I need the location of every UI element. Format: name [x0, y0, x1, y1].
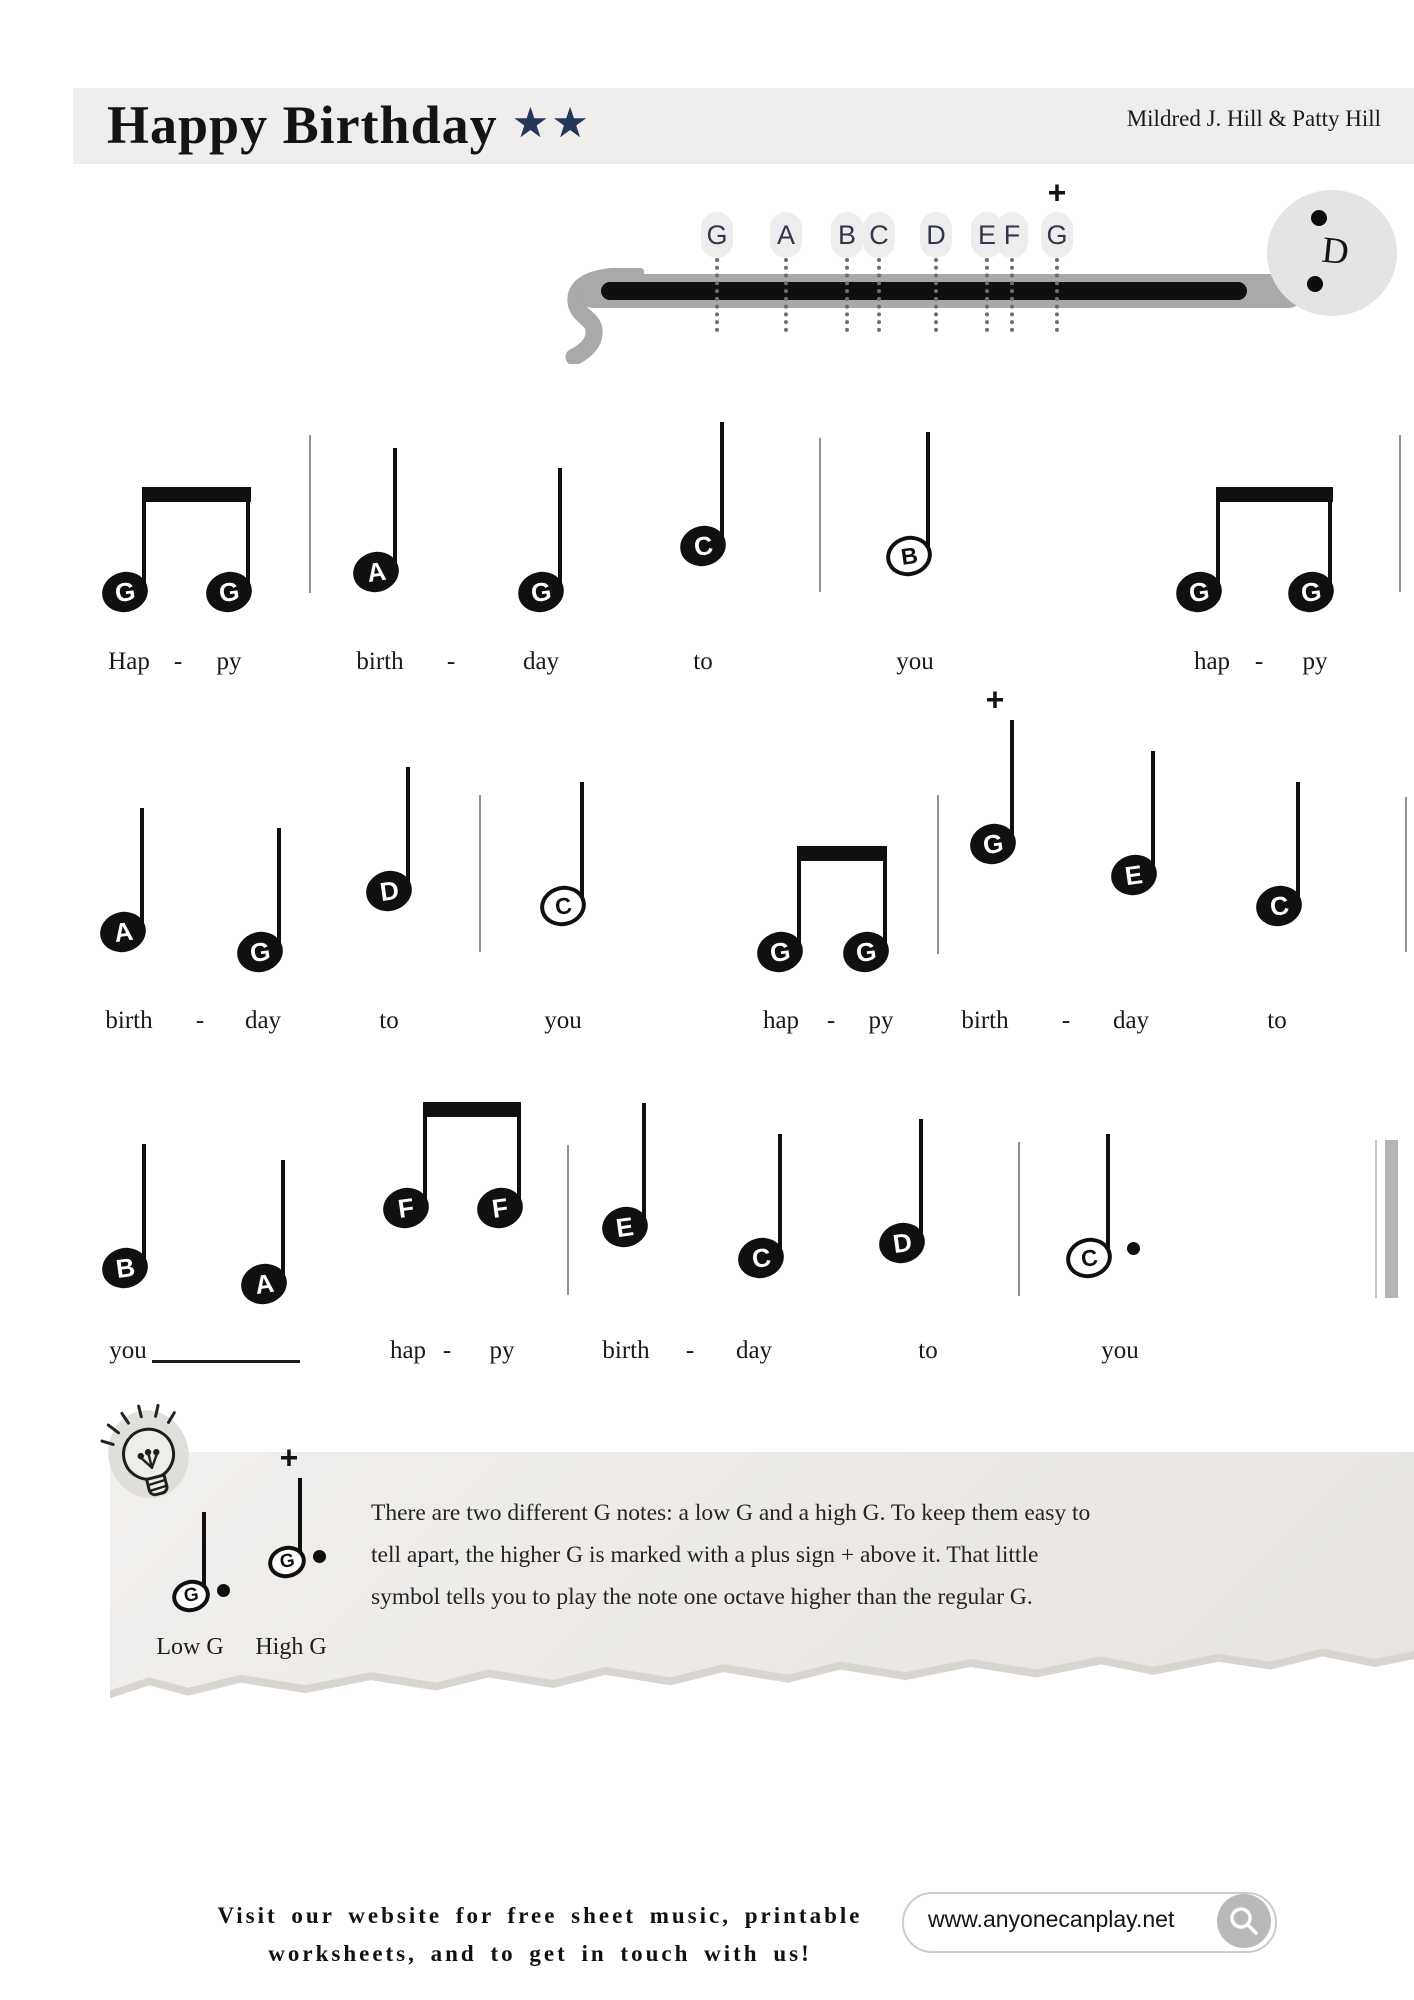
note-letter: G: [182, 1584, 200, 1607]
note-stem: [406, 767, 410, 887]
barline: [567, 1145, 569, 1295]
lyric-syllable: -: [826, 1007, 836, 1034]
note-label-pill: G: [701, 212, 733, 258]
barline: [479, 795, 481, 952]
note-beam: [423, 1102, 521, 1117]
lyric-syllable: -: [173, 648, 183, 675]
note-letter: E: [1123, 858, 1145, 891]
footer-line-2: worksheets, and to get in touch with us!: [268, 1941, 812, 1966]
tip-text-line: symbol tells you to play the note one octave higher than the regular G.: [371, 1584, 1033, 1610]
note-stem: [926, 432, 930, 552]
note-beam: [142, 487, 251, 502]
whistle-bore: [601, 282, 1247, 300]
lyric-syllable: day: [522, 648, 560, 675]
note-stem: [580, 782, 584, 902]
lyric-syllable: day: [244, 1007, 282, 1034]
barline: [1405, 797, 1407, 952]
note-label-pill: G: [1041, 212, 1073, 258]
note-letter: G: [767, 935, 793, 968]
lyric-syllable: hap: [389, 1337, 427, 1364]
note-letter: B: [898, 541, 919, 570]
website-url[interactable]: www.anyonecanplay.net: [928, 1906, 1175, 1932]
note-stem: [1106, 1134, 1110, 1254]
lyric-syllable: py: [1302, 648, 1328, 675]
lyric-syllable: py: [216, 648, 242, 675]
note-label-pill: F: [996, 212, 1028, 258]
note-stem: [1010, 720, 1014, 840]
note-letter: D: [377, 874, 401, 907]
lyric-syllable: you: [109, 1337, 147, 1364]
note-stem: [298, 1478, 302, 1558]
note-stem: [277, 828, 281, 948]
note-stem: [919, 1119, 923, 1239]
lyric-syllable: day: [735, 1337, 773, 1364]
page-title: [107, 94, 591, 156]
lyric-syllable: you: [896, 648, 934, 675]
note-label-pill: B: [831, 212, 863, 258]
final-barline-thick: [1385, 1140, 1398, 1298]
song-title: Happy Birthday: [107, 95, 498, 155]
lyric-syllable: birth: [356, 648, 404, 675]
note-letter: G: [1186, 575, 1212, 608]
note-label-guide-line: [1010, 258, 1014, 332]
augmentation-dot: [313, 1550, 326, 1563]
note-letter: G: [1298, 575, 1324, 608]
note-label-pill: A: [770, 212, 802, 258]
note-letter: G: [247, 935, 273, 968]
lyric-syllable: you: [1101, 1337, 1139, 1364]
star-rating: ★★: [511, 98, 591, 147]
note-letter: C: [552, 891, 573, 920]
lyric-syllable: to: [1267, 1007, 1287, 1034]
note-label-guide-line: [715, 258, 719, 332]
barline: [937, 795, 939, 954]
note-letter: G: [112, 575, 138, 608]
lyric-syllable: -: [1061, 1007, 1071, 1034]
lightbulb-icon: [98, 1402, 202, 1518]
note-letter: B: [113, 1251, 137, 1284]
note-letter: A: [364, 555, 388, 588]
barline: [1018, 1142, 1020, 1296]
note-stem: [720, 422, 724, 542]
note-beam: [797, 846, 887, 861]
note-stem: [246, 500, 250, 588]
note-stem: [202, 1512, 206, 1592]
note-beam: [1216, 487, 1333, 502]
note-letter: E: [614, 1210, 636, 1243]
note-letter: F: [489, 1191, 510, 1224]
note-label-guide-line: [1055, 258, 1059, 332]
note-letter: G: [278, 1550, 296, 1573]
note-stem: [517, 1115, 521, 1204]
lyric-extender-line: [152, 1360, 300, 1363]
note-letter: C: [749, 1241, 773, 1274]
note-letter: C: [1267, 889, 1291, 922]
note-stem: [142, 1144, 146, 1264]
note-stem: [140, 808, 144, 928]
lyric-syllable: Hap: [108, 648, 150, 675]
lyric-syllable: day: [1112, 1007, 1150, 1034]
note-label-guide-line: [877, 258, 881, 332]
augmentation-dot: [217, 1584, 230, 1597]
note-letter: C: [1078, 1243, 1099, 1272]
note-stem: [1151, 751, 1155, 871]
note-label-pill: D: [920, 212, 952, 258]
lyric-syllable: hap: [1193, 648, 1231, 675]
whistle-end-dot-bottom: [1307, 276, 1323, 292]
note-stem: [1296, 782, 1300, 902]
footer-line-1: Visit our website for free sheet music, printable: [217, 1903, 863, 1928]
tip-text: [371, 1492, 1090, 1618]
note-stem: [778, 1134, 782, 1254]
note-label-guide-line: [985, 258, 989, 332]
note-stem: [281, 1160, 285, 1280]
lyric-syllable: birth: [602, 1337, 650, 1364]
note-stem: [883, 859, 887, 948]
lyric-syllable: to: [693, 648, 713, 675]
barline: [1399, 435, 1401, 592]
octave-plus-sign: +: [279, 1439, 299, 1476]
lyric-syllable: py: [868, 1007, 894, 1034]
authors: Mildred J. Hill & Patty Hill: [1126, 106, 1381, 131]
barline: [309, 435, 311, 593]
barline: [819, 438, 821, 592]
note-letter: F: [395, 1191, 416, 1224]
note-stem: [1328, 500, 1332, 588]
note-stem: [1216, 500, 1220, 588]
lyric-syllable: py: [489, 1337, 515, 1364]
lyric-syllable: birth: [105, 1007, 153, 1034]
lyric-syllable: to: [918, 1337, 938, 1364]
lyric-syllable: -: [442, 1337, 452, 1364]
note-label-pill: E: [971, 212, 1003, 258]
tip-example-label: High G: [255, 1634, 327, 1660]
note-letter: G: [216, 575, 242, 608]
note-stem: [558, 468, 562, 588]
note-letter: C: [691, 529, 715, 562]
tip-example-label: Low G: [156, 1634, 224, 1660]
lyric-syllable: hap: [762, 1007, 800, 1034]
lyric-syllable: you: [544, 1007, 582, 1034]
note-stem: [142, 500, 146, 588]
note-label-guide-line: [845, 258, 849, 332]
note-letter: G: [980, 827, 1006, 860]
tip-text-line: There are two different G notes: a low G and a high G. To keep them easy to: [371, 1500, 1091, 1526]
note-label-guide-line: [784, 258, 788, 332]
whistle-end-dot-top: [1311, 210, 1327, 226]
lyric-syllable: -: [195, 1007, 205, 1034]
note-stem: [393, 448, 397, 568]
note-letter: G: [528, 575, 554, 608]
note-label-guide-line: [934, 258, 938, 332]
octave-plus-sign: +: [985, 681, 1005, 718]
lyric-syllable: birth: [961, 1007, 1009, 1034]
note-stem: [423, 1115, 427, 1204]
octave-plus-sign: +: [1047, 174, 1067, 211]
whistle-key-label: D: [1319, 229, 1351, 274]
tip-text-line: tell apart, the higher G is marked with a plus sign + above it. That little: [371, 1542, 1039, 1568]
note-letter: G: [853, 935, 879, 968]
lyric-syllable: -: [446, 648, 456, 675]
search-icon[interactable]: [1217, 1894, 1271, 1948]
lyric-syllable: -: [685, 1337, 695, 1364]
lyric-syllable: to: [379, 1007, 399, 1034]
note-label-pill: C: [863, 212, 895, 258]
note-stem: [642, 1103, 646, 1223]
lyric-syllable: -: [1254, 648, 1264, 675]
augmentation-dot: [1127, 1242, 1140, 1255]
note-letter: D: [890, 1226, 914, 1259]
note-letter: A: [252, 1267, 276, 1300]
note-letter: A: [111, 915, 135, 948]
final-barline-thin: [1375, 1140, 1377, 1298]
note-stem: [797, 859, 801, 948]
